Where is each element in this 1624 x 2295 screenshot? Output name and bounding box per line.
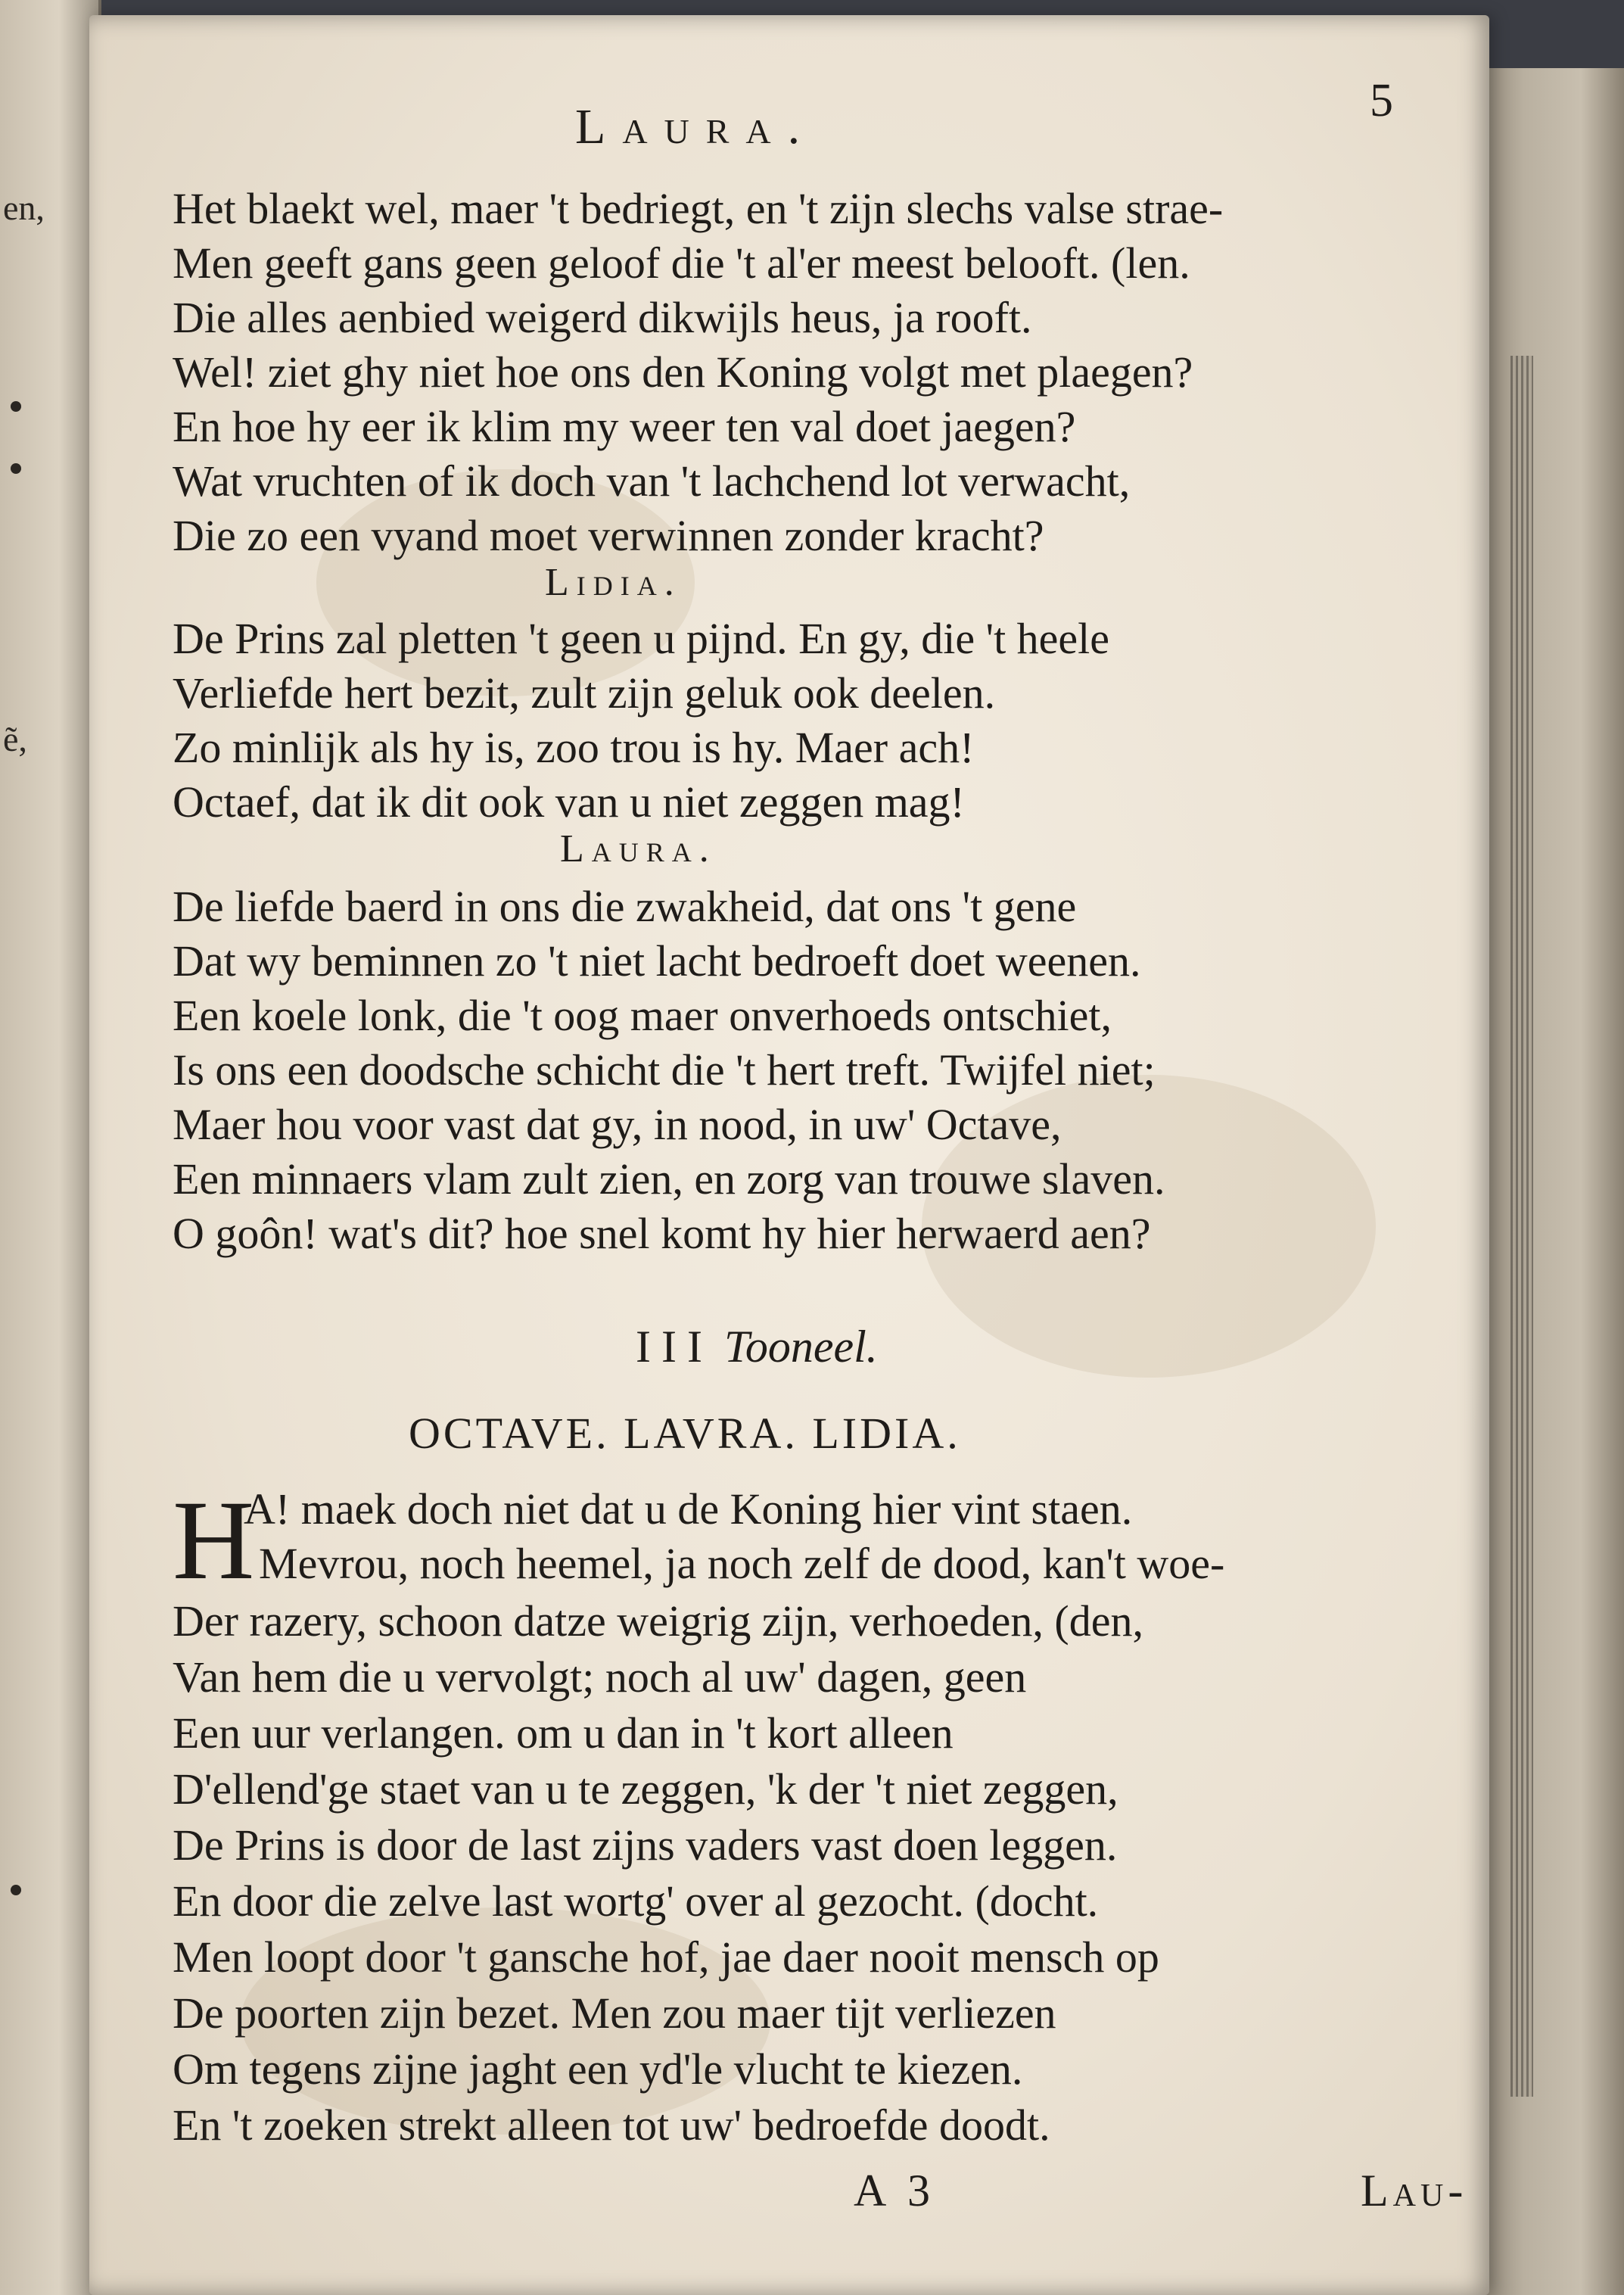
- verse-line: Maer hou voor vast dat gy, in nood, in uw' Octave,: [173, 1100, 1062, 1149]
- verse-line: A! maek doch niet dat u de Koning hier vint staen.: [244, 1484, 1133, 1534]
- left-page-fragment: en,: [3, 188, 45, 227]
- verse-line: Die zo een vyand moet verwinnen zonder kracht?: [173, 511, 1044, 560]
- verse-line: De Prins is door de last zijns vaders vast doen leggen.: [173, 1820, 1118, 1870]
- page-number: 5: [1370, 75, 1393, 126]
- verse-line: O goôn! wat's dit? hoe snel komt hy hier herwaerd aen?: [173, 1209, 1151, 1258]
- verse-line: Men loopt door 't gansche hof, jae daer nooit mensch op: [173, 1932, 1159, 1982]
- verse-line: En door die zelve last wortg' over al gezocht. (docht.: [173, 1876, 1099, 1926]
- verse-line: Die alles aenbied weigerd dikwijls heus, ja rooft.: [173, 293, 1032, 342]
- page-stack-edge: [1476, 68, 1624, 2295]
- catchword: Lau-: [1361, 2166, 1468, 2216]
- verse-line: Zo minlijk als hy is, zoo trou is hy. Maer ach!: [173, 723, 975, 772]
- verse-line: Wat vruchten of ik doch van 't lachchend lot verwacht,: [173, 456, 1131, 506]
- verse-line: En 't zoeken strekt alleen tot uw' bedroefde doodt.: [173, 2100, 1050, 2150]
- speaker-name: Laura.: [560, 827, 717, 870]
- verse-line: Der razery, schoon datze weigrig zijn, verhoeden, (den,: [173, 1596, 1143, 1646]
- verse-line: De Prins zal pletten 't geen u pijnd. En gy, die 't heele: [173, 614, 1110, 663]
- verse-line: Octaef, dat ik dit ook van u niet zeggen mag!: [173, 777, 965, 827]
- verse-line: Men geeft gans geen geloof die 't al'er meest belooft. (len.: [173, 238, 1190, 288]
- left-page-fragment: ẽ,: [3, 720, 27, 758]
- left-page-mark: [11, 463, 21, 474]
- left-page-mark: [11, 1885, 21, 1895]
- speaker-name: Lidia.: [545, 561, 682, 604]
- signature-mark: A 3: [854, 2166, 937, 2216]
- drop-cap: H: [173, 1478, 255, 1603]
- verse-line: Is ons een doodsche schicht die 't hert treft. Twijfel niet;: [173, 1045, 1156, 1095]
- left-page-edge: [0, 0, 101, 2295]
- verse-line: Wel! ziet ghy niet hoe ons den Koning volgt met plaegen?: [173, 347, 1193, 397]
- verse-line: De liefde baerd in ons die zwakheid, dat ons 't gene: [173, 882, 1077, 931]
- verse-line: Van hem die u vervolgt; noch al uw' dagen, geen: [173, 1652, 1027, 1702]
- verse-line: Mevrou, noch heemel, ja noch zelf de dood, kan't woe-: [259, 1539, 1225, 1588]
- verse-line: Om tegens zijne jaght een yd'le vlucht te kiezen.: [173, 2044, 1023, 2094]
- verse-line: Een uur verlangen. om u dan in 't kort alleen: [173, 1708, 954, 1758]
- page-stack-lines: [1510, 356, 1533, 2097]
- cast-list: OCTAVE. LAVRA. LIDIA.: [409, 1409, 961, 1458]
- verse-line: Een minnaers vlam zult zien, en zorg van trouwe slaven.: [173, 1154, 1165, 1204]
- verse-line: De poorten zijn bezet. Men zou maer tijt verliezen: [173, 1988, 1056, 2038]
- verse-line: Verliefde hert bezit, zult zijn geluk ook deelen.: [173, 668, 996, 718]
- verse-line: Het blaekt wel, maer 't bedriegt, en 't zijn slechs valse strae-: [173, 184, 1224, 233]
- verse-line: Dat wy beminnen zo 't niet lacht bedroeft doet weenen.: [173, 936, 1141, 986]
- verse-line: Een koele lonk, die 't oog maer onverhoeds ontschiet,: [173, 991, 1112, 1040]
- running-head: Laura.: [575, 99, 817, 154]
- scene-heading: [636, 1321, 878, 1373]
- scene-word: Tooneel.: [723, 1322, 878, 1372]
- verse-line: D'ellend'ge staet van u te zeggen, 'k der 't niet zeggen,: [173, 1764, 1118, 1814]
- scene-number: III: [636, 1322, 713, 1372]
- left-page-mark: [11, 401, 21, 412]
- verse-line: En hoe hy eer ik klim my weer ten val doet jaegen?: [173, 402, 1076, 451]
